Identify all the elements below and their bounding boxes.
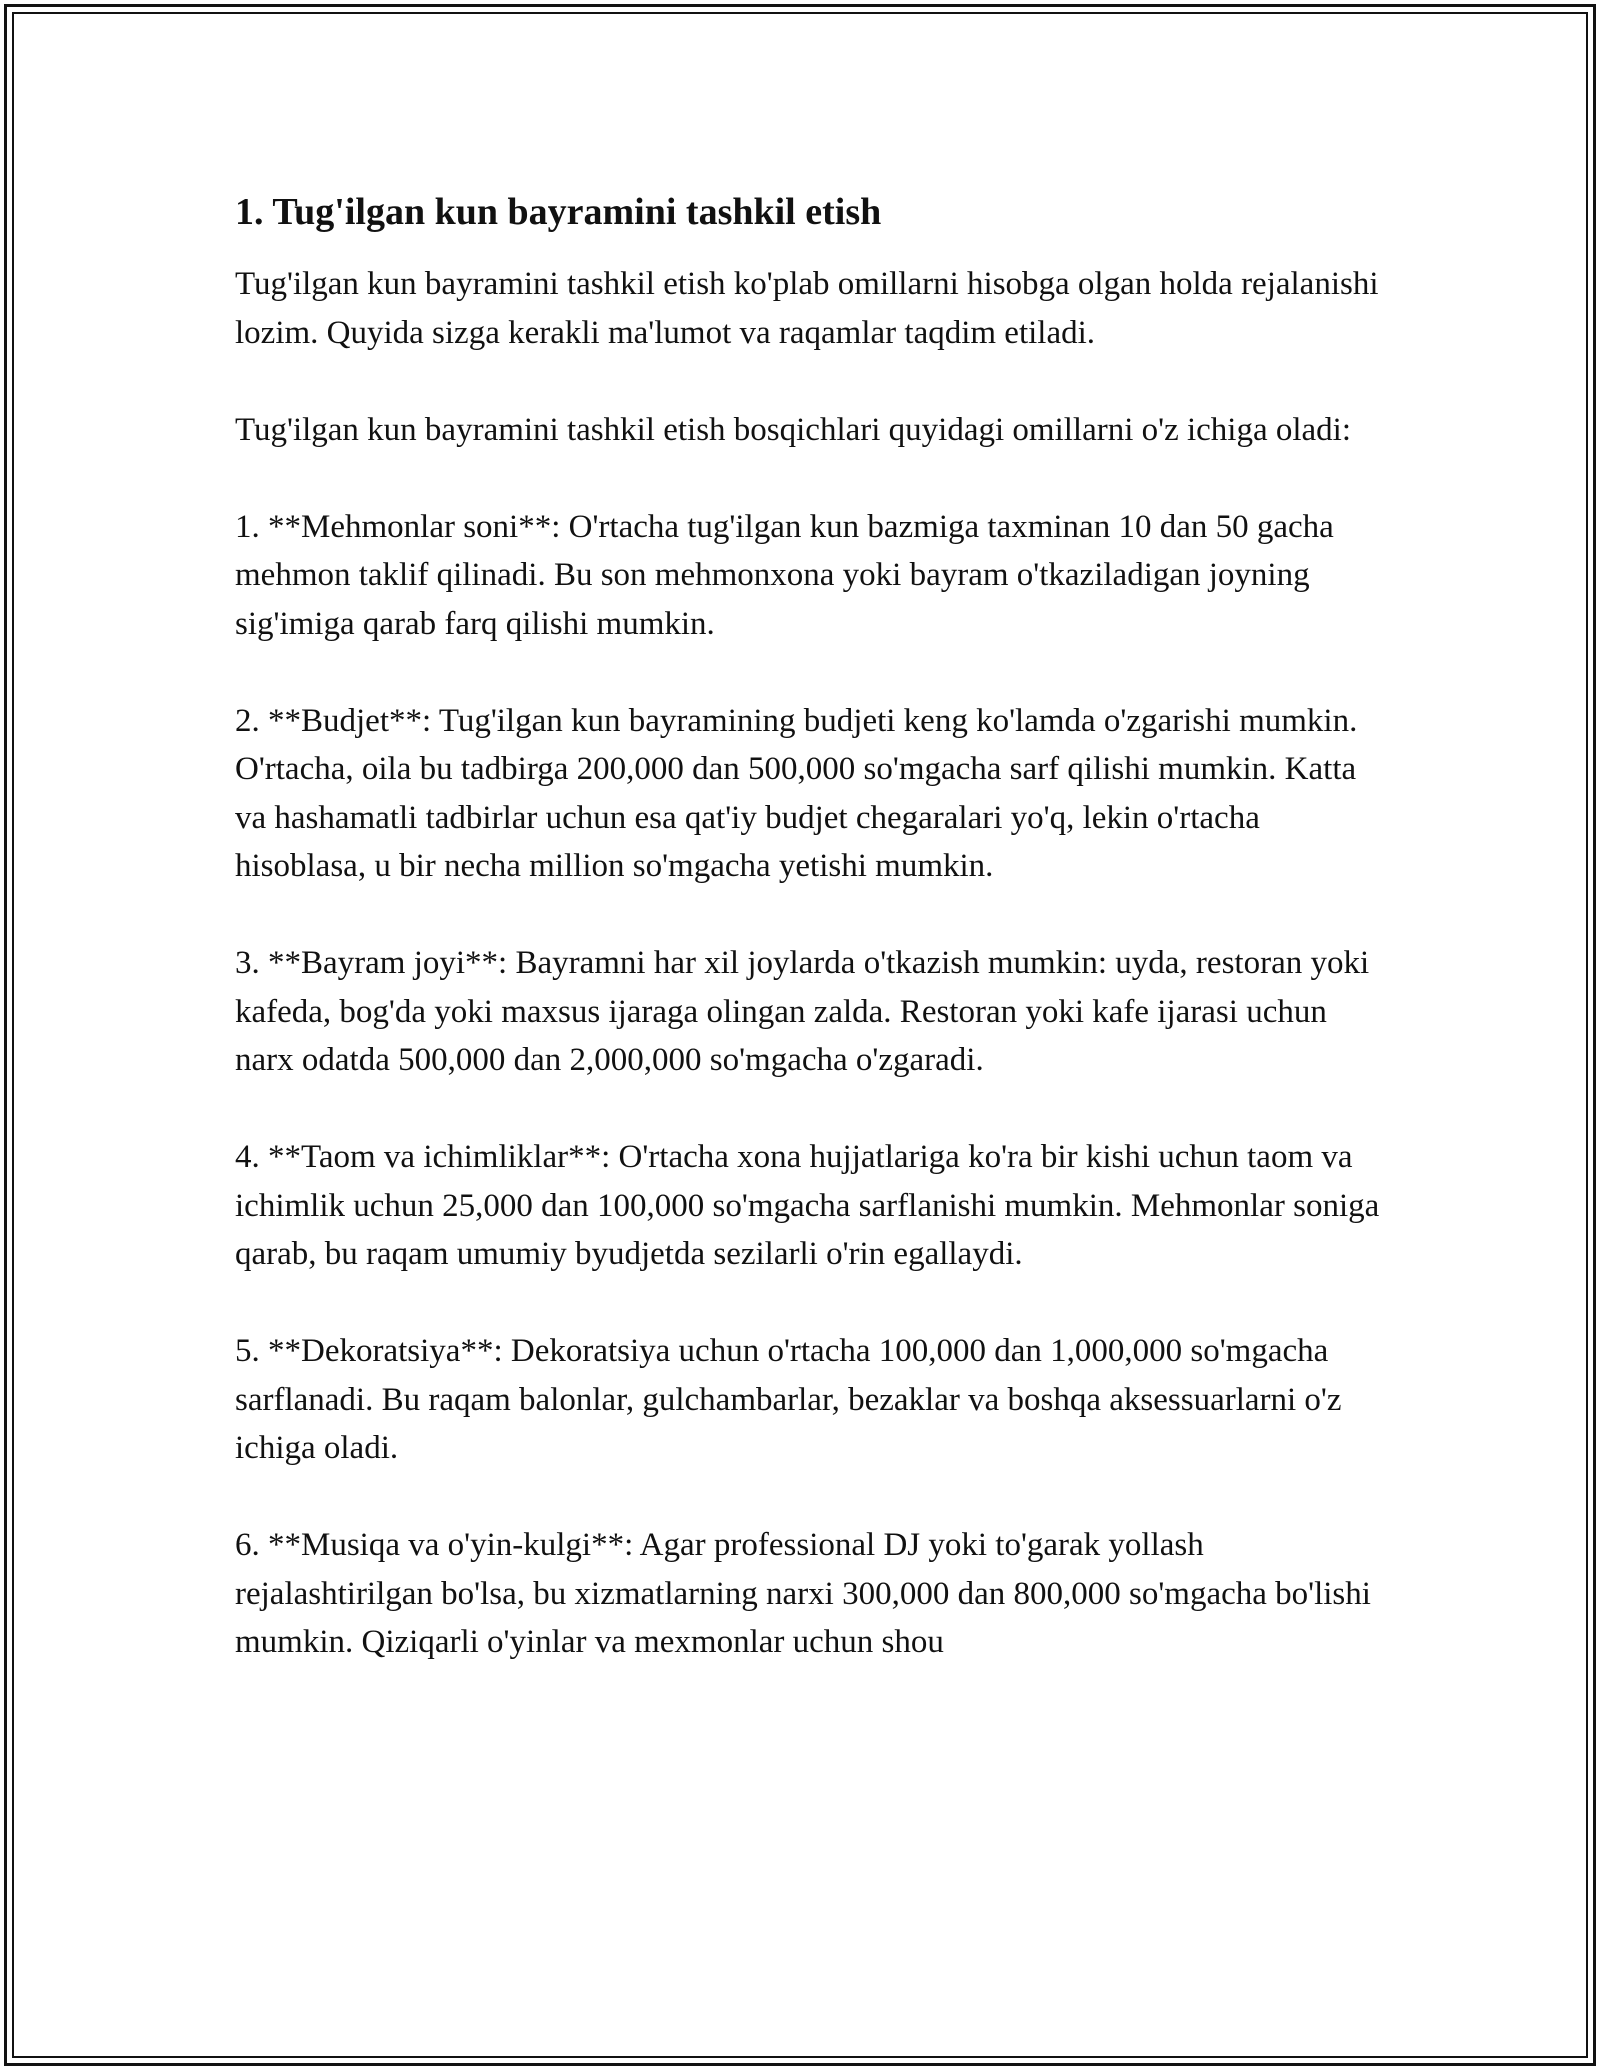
- item-music-entertainment: 6. **Musiqa va o'yin-kulgi**: Agar professional DJ yoki to'garak yollash rejalashtirilgan bo'lsa, bu xizmatlarning narxi 300,000 dan 800,000 so'mgacha bo'lishi mumkin. Qiziqarli o'yinlar va mexmonlar uchun shou: [235, 1527, 1371, 1660]
- item-budget: 2. **Budjet**: Tug'ilgan kun bayramining budjeti keng ko'lamda o'zgarishi mumkin. O'rtacha, oila bu tadbirga 200,000 dan 500,000 so'mgacha sarf qilishi mumkin. Katta va hashamatli tadbirlar uchun esa qat'iy budjet chegaralari yo'q, lekin o'rtacha hisoblasa, u bir necha million so'mgacha yetishi mumkin.: [235, 702, 1358, 884]
- item-venue: 3. **Bayram joyi**: Bayramni har xil joylarda o'tkazish mumkin: uyda, restoran yoki kafeda, bog'da yoki maxsus ijaraga olingan zalda. Restoran yoki kafe ijarasi uchun narx odatda 500,000 dan 2,000,000 so'mgacha o'zgaradi.: [235, 945, 1370, 1078]
- intro-paragraph: Tug'ilgan kun bayramini tashkil etish ko'plab omillarni hisobga olgan holda rejalanishi lozim. Quyida sizga kerakli ma'lumot va raqamlar taqdim etiladi.: [235, 266, 1379, 351]
- steps-intro-paragraph: Tug'ilgan kun bayramini tashkil etish bosqichlari quyidagi omillarni o'z ichiga oladi:: [235, 411, 1352, 448]
- item-food-drinks: 4. **Taom va ichimliklar**: O'rtacha xona hujjatlariga ko'ra bir kishi uchun taom va ichimlik uchun 25,000 dan 100,000 so'mgacha sarflanishi mumkin. Mehmonlar soniga qarab, bu raqam umumiy byudjetda sezilarli o'rin egallaydi.: [235, 1139, 1380, 1272]
- item-guest-count: 1. **Mehmonlar soni**: O'rtacha tug'ilgan kun bazmiga taxminan 10 dan 50 gacha mehmon taklif qilinadi. Bu son mehmonxona yoki bayram o'tkaziladigan joyning sig'imiga qarab farq qilishi mumkin.: [235, 508, 1334, 642]
- document-body: [235, 186, 1385, 1715]
- item-decoration: 5. **Dekoratsiya**: Dekoratsiya uchun o'rtacha 100,000 dan 1,000,000 so'mgacha sarflanadi. Bu raqam balonlar, gulchambarlar, bezaklar va boshqa aksessuarlarni o'z ichiga oladi.: [235, 1333, 1342, 1466]
- section-title: 1. Tug'ilgan kun bayramini tashkil etish: [235, 191, 882, 233]
